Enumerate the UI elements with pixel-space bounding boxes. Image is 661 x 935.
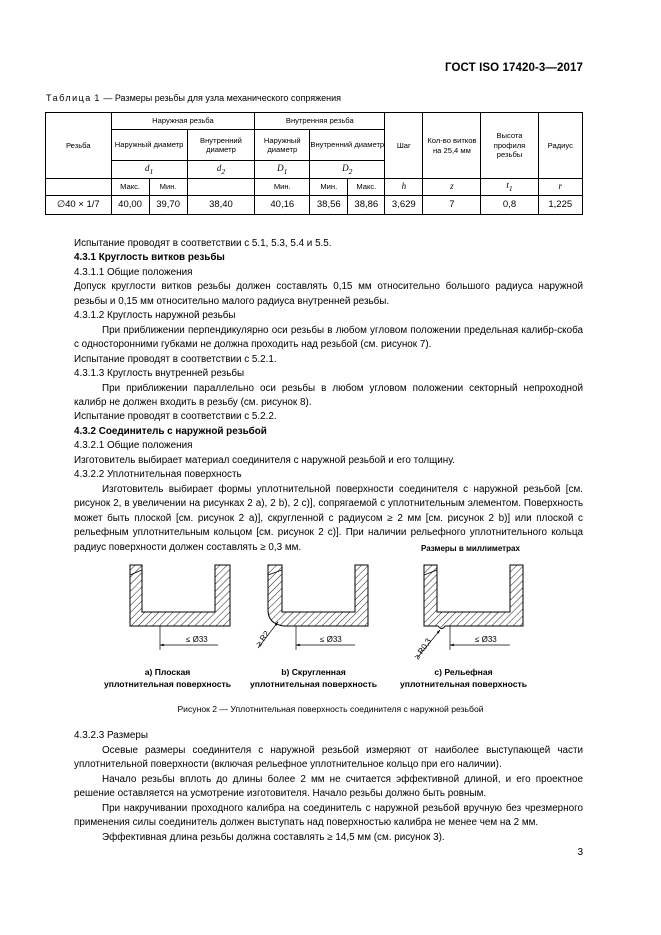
header-outer-diameter-ext: Наружный диаметр [111, 130, 187, 161]
header-pitch: Шаг [385, 113, 423, 179]
symbol-D2: $D_2$ [310, 161, 385, 179]
cell-z: 7 [423, 196, 481, 215]
dimension-a: ≤ Ø33 [186, 635, 208, 644]
figure-a-label: а) Плоская уплотнительная поверхность [103, 667, 232, 689]
figure-c-raised-ring-surface [412, 565, 523, 661]
table-caption-text: — Размеры резьбы для узла механического сопряжения [103, 93, 342, 103]
symbol-h: h [385, 179, 423, 196]
cell-r: 1,225 [538, 196, 582, 215]
figure-b-rounded-surface [254, 565, 368, 650]
paragraph: 4.3.1.3 Круглость внутренней резьбы [74, 368, 245, 380]
header-inner-diameter-int: Внутренний диаметр [310, 130, 385, 161]
limit-D2-min: Мин. [310, 179, 348, 196]
paragraph: Изготовитель выбирает материал соединителя с наружной резьбой и его толщину. [74, 454, 455, 466]
symbol-d2: $d_2$ [187, 161, 255, 179]
cell-h: 3,629 [385, 196, 423, 215]
header-turns: Кол-во витков на 25,4 мм [423, 113, 481, 179]
table-caption-number: 1 [94, 93, 101, 103]
radius-c: ≥ R0,3 [412, 636, 434, 662]
header-inner-diameter-ext: Внутренний диаметр [187, 130, 255, 161]
cell-t1: 0,8 [481, 196, 538, 215]
section-4-3-2-3 [74, 729, 583, 845]
cell-d1-min: 39,70 [149, 196, 187, 215]
limit-d1-min: Мин. [149, 179, 187, 196]
paragraph: При приближении перпендикулярно оси резьбы в любом угловом положении предельная калибр-скоба с односторонними губками не должна проходить над резьбой (см. рисунок 7). [74, 324, 583, 351]
paragraph: 4.3.1.2 Круглость наружной резьбы [74, 310, 236, 322]
paragraph: 4.3.2.1 Общие положения [74, 440, 193, 452]
symbol-r: r [538, 179, 582, 196]
cell-D1-min: 40,16 [255, 196, 310, 215]
symbol-d1: $d_1$ [111, 161, 187, 179]
table-caption-word: Таблица [46, 93, 92, 103]
symbol-D1: $D_1$ [255, 161, 310, 179]
paragraph: Эффективная длина резьбы должна составлять ≥ 14,5 мм (см. рисунок 3). [102, 831, 445, 843]
cell-D2-min: 38,56 [310, 196, 348, 215]
paragraph: Испытание проводят в соответствии с 5.1, 5.3, 5.4 и 5.5. [74, 238, 332, 249]
paragraph: При приближении параллельно оси резьбы в любом угловом положении секторный непроходной калибр не должен входить в резьбу (см. рисунок 8). [74, 382, 583, 408]
radius-b: ≥ R2 [254, 629, 272, 649]
cell-d2: 38,40 [187, 196, 255, 215]
symbol-z: z [423, 179, 481, 196]
paragraph: Изготовитель выбирает формы уплотнительной поверхности соединителя с наружной резьбой [см. рисунок 2, в увеличении на рисунках 2 а), 2 b), 2 с)], сопрягаемой с уплотнительным элементом. Поверхность может быть плоской [см. рисунок 2 а)], скругленной с радиусом ≥ 2 мм [см. рисунок 2 b)] или плоской с рельефным уплотнительным кольцом [см. рисунок 2 с)]. При наличии рельефного уплотнительного кольца радиус поверхности должен составлять ≥ 0,3 мм. [74, 483, 583, 553]
header-external-thread: Наружная резьба [111, 113, 255, 130]
header-thread: Резьба [46, 113, 112, 179]
limit-d1-max: Макс. [111, 179, 149, 196]
header-internal-thread: Внутренняя резьба [255, 113, 385, 130]
header-profile-height: Высота профиля резьбы [481, 113, 538, 179]
paragraph: 4.3.2.2 Уплотнительная поверхность [74, 469, 242, 481]
paragraph: 4.3.1.1 Общие положения [74, 266, 193, 278]
cell-D2-max: 38,86 [348, 196, 385, 215]
dimension-c: ≤ Ø33 [475, 635, 497, 644]
figure-caption: Рисунок 2 — Уплотнительная поверхность соединителя с наружной резьбой [177, 704, 484, 714]
paragraph: Испытание проводят в соответствии с 5.2.2. [74, 411, 277, 423]
paragraph: Допуск круглости витков резьбы должен составлять 0,15 мм относительно большого радиуса наружной резьбы и 0,15 мм относительно малого радиуса внутренней резьбы. [74, 281, 583, 307]
figure-units-note: Размеры в миллиметрах [421, 544, 520, 553]
standard-code: ГОСТ ISO 17420-3—2017 [445, 62, 583, 74]
figure-a-flat-surface [130, 565, 230, 650]
figure-b-label: b) Скругленная уплотнительная поверхность [249, 667, 378, 689]
heading-4-3-1: 4.3.1 Круглость витков резьбы [74, 252, 225, 264]
symbol-t1: $t_1$ [481, 179, 538, 196]
paragraph: При накручивании проходного калибра на соединитель с наружной резьбой вручную без чрезмерного применения силы соединитель должен выступать над поверхностью калибра не менее чем на 2 мм. [74, 802, 583, 828]
limit-D2-max: Макс. [348, 179, 385, 196]
header-outer-diameter-int: Наружный диаметр [255, 130, 310, 161]
header-radius: Радиус [538, 113, 582, 179]
figure-c-label: с) Рельефная уплотнительная поверхность [399, 667, 528, 689]
paragraph: Начало резьбы вплоть до длины более 2 мм не считается эффективной длиной, и его проектное решение оставляется на усмотрение изготовителя. Начало резьбы должно быть ровным. [74, 773, 583, 799]
paragraph: Испытание проводят в соответствии с 5.2.1. [74, 353, 277, 365]
heading-4-3-2-3: 4.3.2.3 Размеры [74, 730, 148, 741]
heading-4-3-2: 4.3.2 Соединитель с наружной резьбой [74, 425, 267, 437]
cell-d1-max: 40,00 [111, 196, 149, 215]
cell-thread: ∅40 × 1/7 [46, 196, 112, 215]
paragraph: Осевые размеры соединителя с наружной резьбой измеряют от наиболее выступающей части уплотнительной поверхности (включая рельефное уплотнительное кольцо при его наличии). [74, 744, 583, 770]
limit-D1-min: Мин. [255, 179, 310, 196]
page-number: 3 [577, 847, 583, 858]
dimension-b: ≤ Ø33 [320, 635, 342, 644]
